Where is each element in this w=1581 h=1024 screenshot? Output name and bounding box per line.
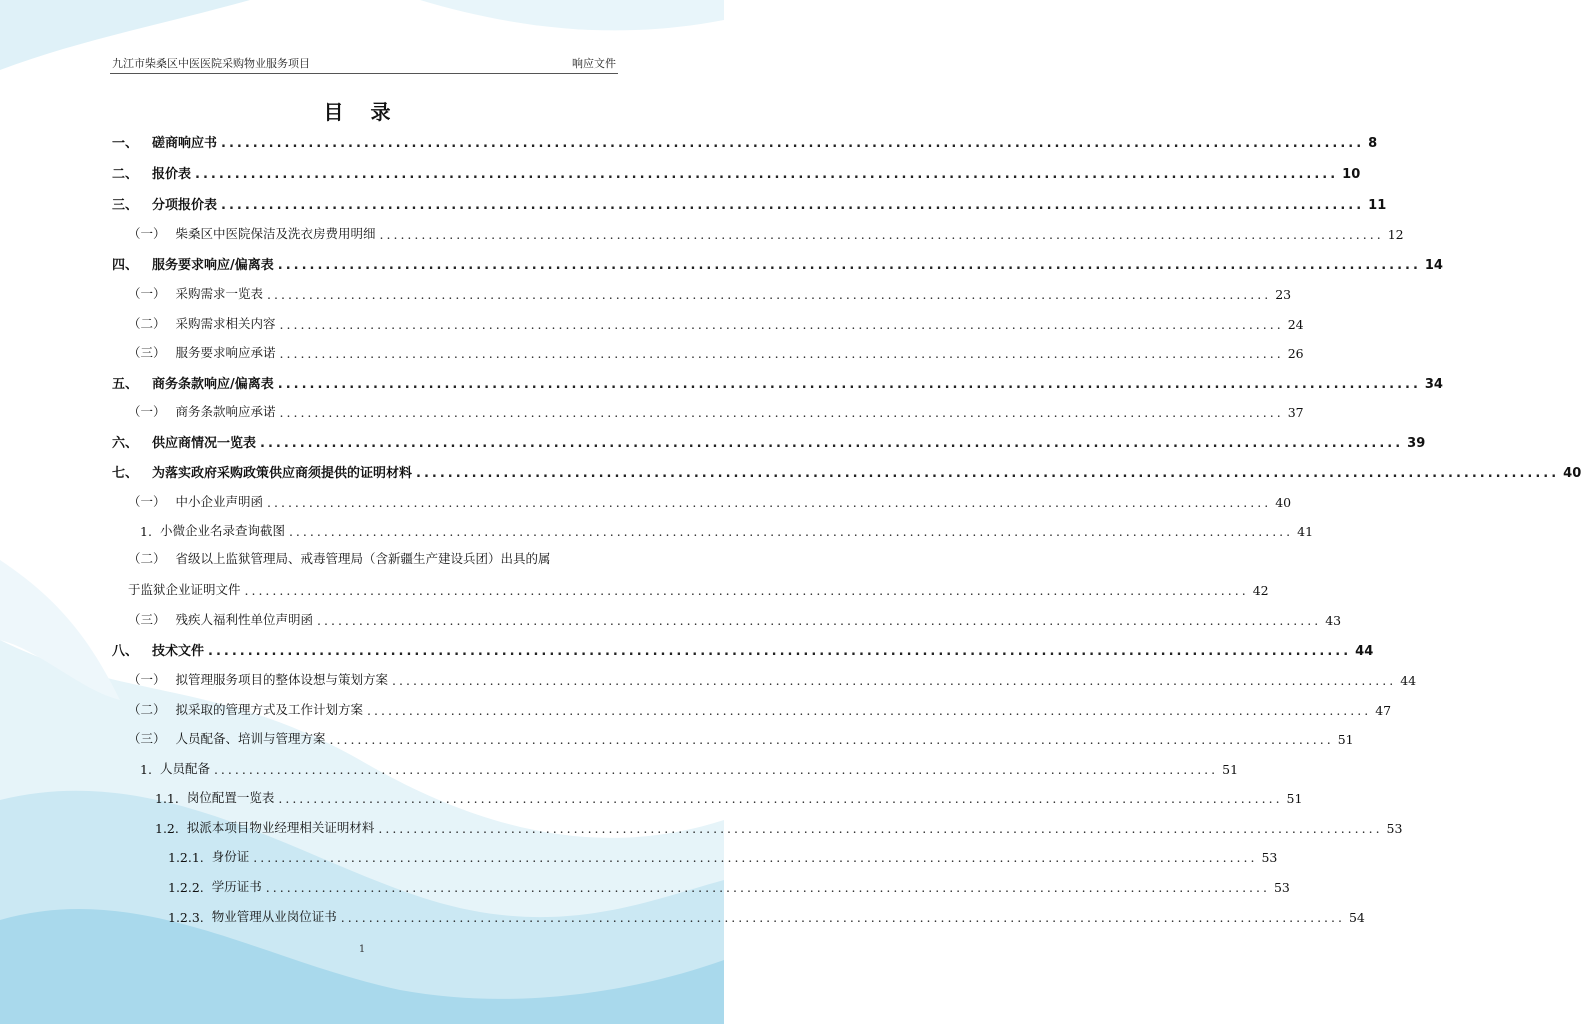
- toc-entry[interactable]: 四、 服务要求响应/偏离表 ................................................................................................................................................ 14: [112, 258, 1443, 273]
- toc-leader: ................................................................................................................................................: [288, 524, 1294, 539]
- toc-entry[interactable]: 六、 供应商情况一览表 ................................................................................................................................................ 39: [112, 436, 1426, 451]
- toc-leader: ................................................................................................................................................: [221, 136, 1365, 151]
- page-header: [112, 51, 616, 71]
- toc-leader: ................................................................................................................................................: [317, 613, 1322, 628]
- toc-leader: ................................................................................................................................................: [279, 346, 1284, 361]
- toc-entry[interactable]: 1. 小微企业名录查询截图 ................................................................................................................................................ 41: [140, 523, 1314, 539]
- toc-leader: ................................................................................................................................................: [378, 821, 1383, 836]
- toc-entry[interactable]: （一） 采购需求一览表 ................................................................................................................................................ 23: [128, 286, 1292, 302]
- toc-entry[interactable]: （一） 中小企业声明函 ................................................................................................................................................ 40: [128, 494, 1292, 510]
- toc-entry[interactable]: （三） 服务要求响应承诺 ................................................................................................................................................ 26: [128, 345, 1304, 361]
- header-divider: [110, 73, 618, 74]
- toc-entry-wrapped-line[interactable]: （二） 省级以上监狱管理局、戒毒管理局（含新疆生产建设兵团）出具的属: [128, 551, 551, 566]
- header-doc-type: 响应文件: [572, 57, 616, 70]
- toc-leader: ................................................................................................................................................: [416, 466, 1560, 481]
- toc-leader: ................................................................................................................................................: [265, 880, 1270, 895]
- page-number: 1: [358, 944, 366, 955]
- toc-entry[interactable]: 七、 为落实政府采购政策供应商须提供的证明材料 ................................................................................................................................................ 40: [112, 466, 1581, 481]
- toc-leader: ................................................................................................................................................: [267, 495, 1272, 510]
- toc-entry[interactable]: 五、 商务条款响应/偏离表 ................................................................................................................................................ 34: [112, 377, 1443, 392]
- toc-leader: ................................................................................................................................................: [244, 583, 1249, 598]
- toc-entry[interactable]: 一、 磋商响应书 ................................................................................................................................................ 8: [112, 136, 1378, 151]
- toc-leader: ................................................................................................................................................: [392, 673, 1397, 688]
- toc-title: 目 录: [323, 100, 401, 124]
- toc-leader: ................................................................................................................................................: [367, 703, 1372, 718]
- toc-entry[interactable]: （三） 残疾人福利性单位声明函 ................................................................................................................................................ 43: [128, 612, 1342, 628]
- toc-entry[interactable]: 二、 报价表 ................................................................................................................................................ 10: [112, 167, 1361, 182]
- toc-leader: ................................................................................................................................................: [213, 762, 1219, 777]
- toc-entry[interactable]: （一） 柴桑区中医院保洁及洗衣房费用明细 ................................................................................................................................................ 12: [128, 226, 1404, 242]
- toc-entry[interactable]: （三） 人员配备、培训与管理方案 ................................................................................................................................................ 51: [128, 731, 1354, 747]
- toc-leader: ................................................................................................................................................: [279, 405, 1284, 420]
- toc-entry[interactable]: 八、 技术文件 ................................................................................................................................................ 44: [112, 644, 1374, 659]
- toc-entry[interactable]: 三、 分项报价表 ................................................................................................................................................ 11: [112, 198, 1387, 213]
- toc-entry[interactable]: （一） 拟管理服务项目的整体设想与策划方案 ................................................................................................................................................ 44: [128, 672, 1417, 688]
- toc-leader: ................................................................................................................................................: [267, 287, 1272, 302]
- toc-leader: ................................................................................................................................................: [329, 732, 1334, 747]
- toc-entry[interactable]: 1.2. 拟派本项目物业经理相关证明材料 ................................................................................................................................................ 53: [155, 820, 1403, 836]
- toc-leader: ................................................................................................................................................: [253, 850, 1258, 865]
- toc-entry[interactable]: （二） 拟采取的管理方式及工作计划方案 ................................................................................................................................................ 47: [128, 702, 1392, 718]
- toc-leader: ................................................................................................................................................: [208, 644, 1352, 659]
- toc-entry[interactable]: 于监狱企业证明文件 ................................................................................................................................................ 42: [128, 582, 1269, 598]
- toc-leader: ................................................................................................................................................: [195, 167, 1339, 182]
- toc-leader: ................................................................................................................................................: [340, 910, 1345, 925]
- toc-leader: ................................................................................................................................................: [279, 317, 1284, 332]
- toc-leader: ................................................................................................................................................: [379, 227, 1384, 242]
- toc-leader: ................................................................................................................................................: [221, 198, 1365, 213]
- toc-entry[interactable]: 1.2.1. 身份证 ................................................................................................................................................ 53: [168, 849, 1278, 865]
- toc-entry[interactable]: 1.1. 岗位配置一览表 ................................................................................................................................................ 51: [155, 790, 1303, 806]
- toc-entry[interactable]: 1.2.2. 学历证书 ................................................................................................................................................ 53: [168, 879, 1290, 895]
- toc-entry[interactable]: 1.2.3. 物业管理从业岗位证书 ................................................................................................................................................ 54: [168, 909, 1365, 925]
- toc-entry[interactable]: （二） 采购需求相关内容 ................................................................................................................................................ 24: [128, 316, 1304, 332]
- header-project-name: 九江市柴桑区中医医院采购物业服务项目: [112, 57, 310, 70]
- toc-leader: ................................................................................................................................................: [277, 377, 1421, 392]
- toc-leader: ................................................................................................................................................: [277, 258, 1421, 273]
- toc-leader: ................................................................................................................................................: [278, 791, 1283, 806]
- toc-entry[interactable]: 1. 人员配备 ................................................................................................................................................ 51: [140, 761, 1239, 777]
- toc-leader: ................................................................................................................................................: [260, 436, 1404, 451]
- toc-entry[interactable]: （一） 商务条款响应承诺 ................................................................................................................................................ 37: [128, 404, 1304, 420]
